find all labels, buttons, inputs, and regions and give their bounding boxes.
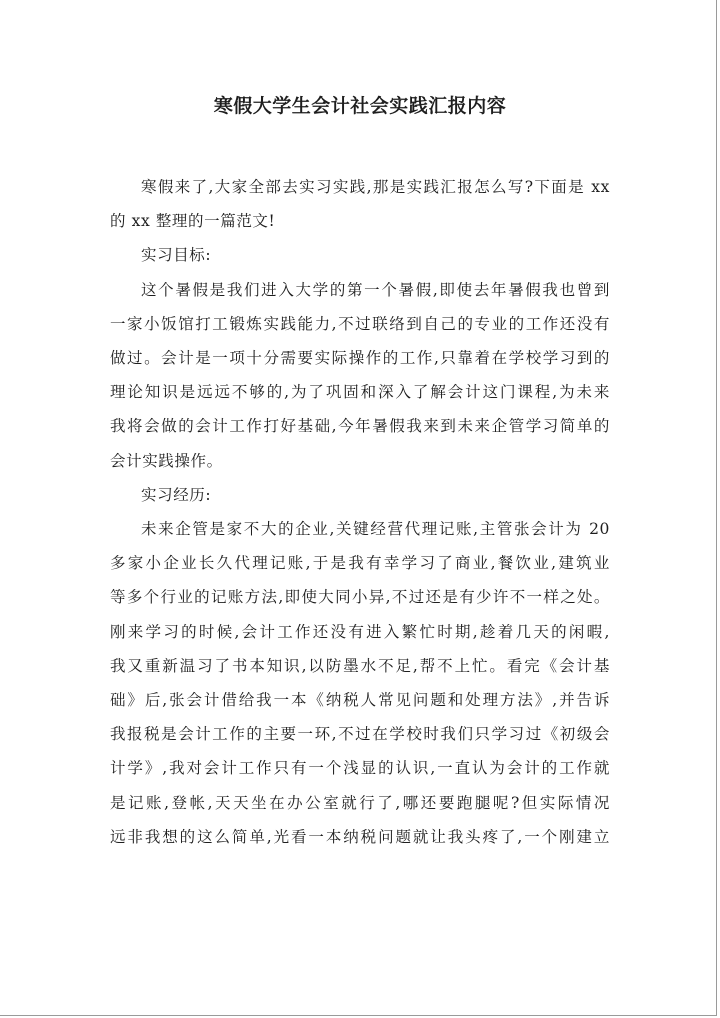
paragraph-line: 我将会做的会计工作打好基础,今年暑假我来到未来企管学习简单的 xyxy=(110,417,610,436)
paragraph-line: 我又重新温习了书本知识,以防墨水不足,帮不上忙。看完《会计基 xyxy=(110,656,610,675)
document-title: 寒假大学生会计社会实践汇报内容 xyxy=(213,95,507,117)
paragraph-line: 等多个行业的记账方法,即使大同小异,不过还是有少许不一样之处。 xyxy=(110,588,610,607)
paragraph-intro xyxy=(110,170,610,238)
paragraph-line: 未来企管是家不大的企业,关键经营代理记账,主管张会计为 20 xyxy=(141,520,610,539)
paragraph-line: 础》后,张会计借给我一本《纳税人常见问题和处理方法》,并告诉 xyxy=(110,691,610,710)
paragraph-line: 这个暑假是我们进入大学的第一个暑假,即使去年暑假我也曾到 xyxy=(141,280,610,299)
paragraph-line: 理论知识是远远不够的,为了巩固和深入了解会计这门课程,为未来 xyxy=(110,383,610,402)
paragraph-line: 远非我想的这么简单,光看一本纳税问题就让我头疼了,一个刚建立 xyxy=(110,827,610,846)
paragraph-goal xyxy=(110,273,610,478)
paragraph-line: 寒假来了,大家全部去实习实践,那是实践汇报怎么写?下面是 xx xyxy=(141,178,610,196)
section-heading: 实习目标: xyxy=(141,246,212,265)
section-heading-goal xyxy=(110,238,610,272)
paragraph-line: 刚来学习的时候,会计工作还没有进入繁忙时期,趁着几天的闲暇, xyxy=(110,622,610,641)
paragraph-line: 做过。会计是一项十分需要实际操作的工作,只靠着在学校学习到的 xyxy=(110,349,610,368)
section-heading-experience xyxy=(110,478,610,512)
paragraph-line: 是记账,登帐,天天坐在办公室就行了,哪还要跑腿呢?但实际情况 xyxy=(110,793,610,812)
section-heading: 实习经历: xyxy=(141,485,212,504)
paragraph-line: 多家小企业长久代理记账,于是我有幸学习了商业,餐饮业,建筑业 xyxy=(110,554,610,573)
document-body xyxy=(110,86,610,854)
paragraph-experience xyxy=(110,512,610,854)
paragraph-line: 会计实践操作。 xyxy=(110,451,223,470)
paragraph-line: 的 xx 整理的一篇范文! xyxy=(110,212,276,231)
paragraph-line: 一家小饭馆打工锻炼实践能力,不过联络到自己的专业的工作还没有 xyxy=(110,314,610,333)
paragraph-line: 计学》,我对会计工作只有一个浅显的认识,一直认为会计的工作就 xyxy=(110,759,610,778)
paragraph-line: 我报税是会计工作的主要一环,不过在学校时我们只学习过《初级会 xyxy=(110,725,610,744)
